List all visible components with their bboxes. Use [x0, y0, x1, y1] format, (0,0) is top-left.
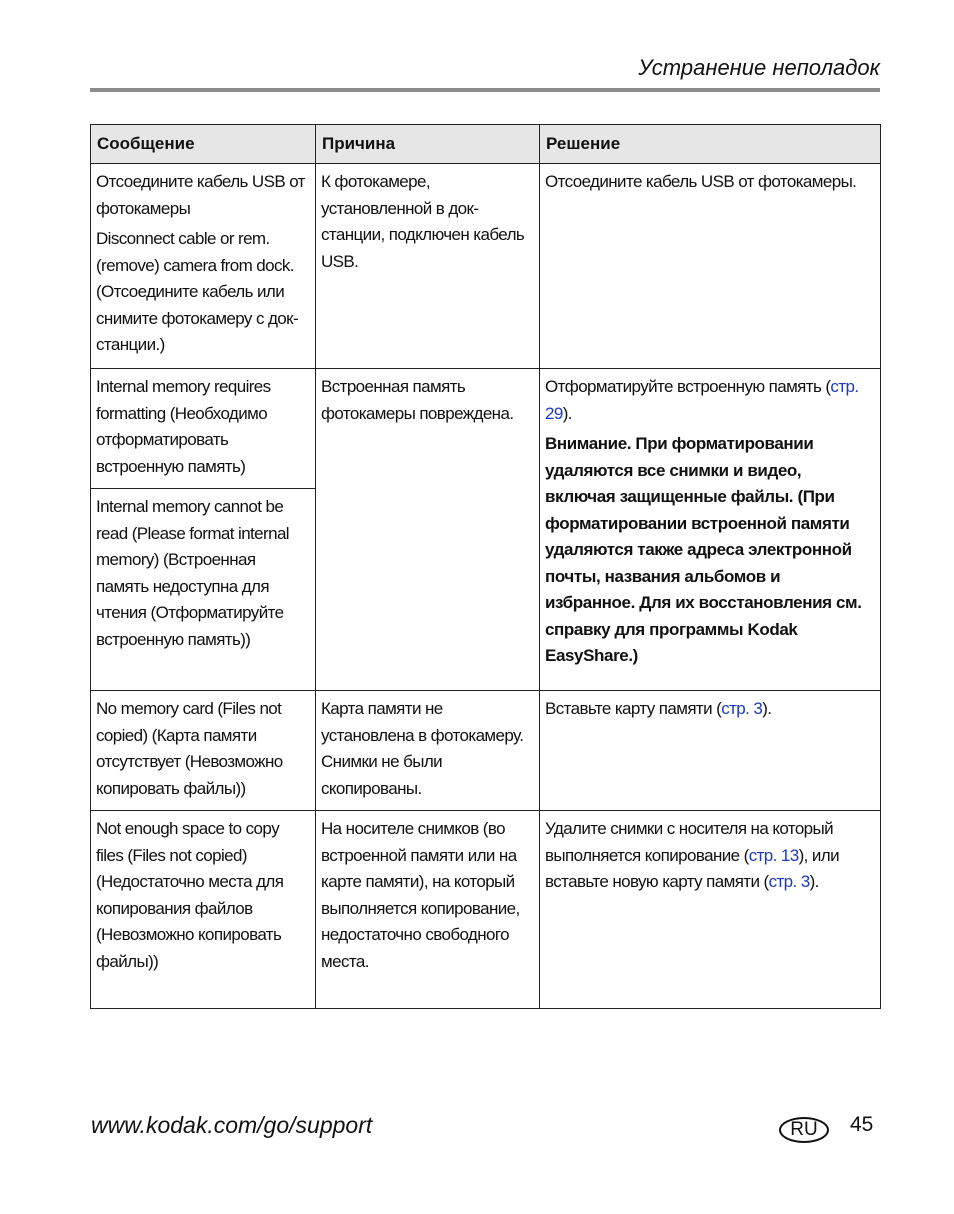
message-text: Not enough space to copy files (Files not copied) (Недостаточно места для копирования файлов (Невозможно копировать файлы)) [96, 819, 284, 971]
message-text: No memory card (Files not copied) (Карта памяти отсутствует (Невозможно копировать файлы)) [96, 699, 283, 798]
page-link[interactable]: стр. 29 [545, 377, 859, 423]
message-text: Internal memory cannot be read (Please format internal memory) (Встроенная память недоступна для чтения (Отформатируйте встроенную память)) [96, 497, 289, 649]
page-number: 45 [850, 1113, 874, 1136]
header-divider [90, 88, 880, 92]
message-cell [91, 691, 316, 811]
cause-cell [316, 369, 540, 691]
message-cell [91, 489, 316, 691]
solution-text-part: ). [562, 403, 572, 423]
cause-text: На носителе снимков (во встроенной памяти или на карте памяти), на который выполняется копирование, недостаточно свободного места. [321, 819, 520, 971]
solution-text-part: ). [809, 872, 819, 891]
column-header-solution: Решение [540, 125, 881, 164]
solution-text [545, 816, 874, 896]
message-cell [91, 369, 316, 489]
solution-cell [540, 164, 881, 369]
page-link[interactable]: стр. 3 [721, 699, 763, 718]
message-text: Отсоедините кабель USB от фотокамеры [96, 172, 305, 218]
table-row [91, 691, 881, 811]
warning-text: Внимание. При форматировании удаляются все снимки и видео, включая защищенные файлы. (При форматировании встроенной памяти удаляются также адреса электронной почты, названия альбомов и избранное. Для их восстановления см. справку для программы Kodak EasyShare.) [545, 434, 862, 665]
support-url[interactable]: www.kodak.com/go/support [91, 1112, 373, 1138]
page-header-title: Устранение неполадок [638, 55, 880, 80]
table-header-row [91, 125, 881, 164]
cause-cell [316, 811, 540, 1009]
solution-text-part: Вставьте карту памяти ( [545, 699, 722, 718]
solution-text: Отсоедините кабель USB от фотокамеры. [545, 172, 857, 191]
solution-text [545, 374, 874, 427]
table-row [91, 369, 881, 489]
column-header-message: Сообщение [91, 125, 316, 164]
column-header-cause: Причина [316, 125, 540, 164]
solution-text-part: Удалите снимки с носителя на который выполняется копирование ( [545, 819, 834, 865]
solution-text-part: ), или вставьте новую карту памяти ( [545, 845, 840, 891]
page-link[interactable]: стр. 3 [768, 872, 810, 891]
cause-text: К фотокамере, установленной в док-станции, подключен кабель USB. [321, 172, 525, 271]
solution-text [545, 696, 874, 723]
table-row [91, 164, 881, 369]
cause-text: Встроенная память фотокамеры повреждена. [321, 377, 514, 423]
solution-cell [540, 691, 881, 811]
troubleshooting-table [90, 124, 881, 1009]
cause-cell [316, 691, 540, 811]
table-row [91, 811, 881, 1009]
message-cell [91, 811, 316, 1009]
cause-cell [316, 164, 540, 369]
solution-cell [540, 369, 881, 691]
message-text: Internal memory requires formatting (Необходимо отформатировать встроенную память) [96, 377, 271, 476]
message-cell [91, 164, 316, 369]
language-badge: RU [779, 1117, 829, 1143]
message-text: Disconnect cable or rem. (remove) camera from dock. (Отсоедините кабель или снимите фотокамеру с док-станции.) [96, 229, 299, 354]
solution-text-part: ). [762, 699, 772, 718]
cause-text: Карта памяти не установлена в фотокамеру. Снимки не были скопированы. [321, 699, 524, 798]
solution-cell [540, 811, 881, 1009]
page-link[interactable]: стр. 13 [748, 845, 799, 865]
solution-text-part: Отформатируйте встроенную память ( [545, 377, 831, 396]
